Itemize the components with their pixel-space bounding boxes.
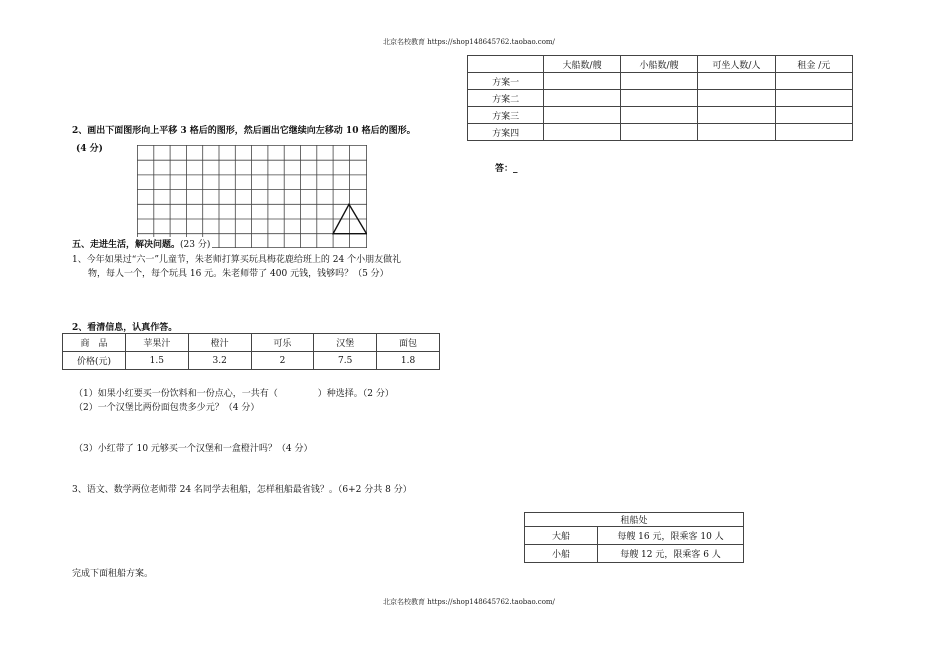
- answer-cell[interactable]: [775, 90, 852, 107]
- price-cola: 2: [251, 352, 314, 370]
- rental-plan-row: [468, 107, 853, 124]
- header-bread: 面包: [377, 334, 440, 352]
- price-table: [62, 333, 440, 370]
- question-3-text: 3、语文、数学两位老师带 24 名同学去租船，怎样租船最省钱？。（6+2 分共 8 分）: [72, 485, 412, 495]
- answer-cell[interactable]: [698, 73, 775, 90]
- shop-title: 租船处: [525, 513, 744, 527]
- grid-question-instruction: 2、画出下面图形向上平移 3 格后的图形，然后画出它继续向左移动 10 格后的图形。: [72, 126, 416, 136]
- price-question-title: 2、看清信息，认真作答。: [72, 323, 178, 333]
- header-capacity: 可坐人数/人: [698, 56, 775, 73]
- answer-cell[interactable]: [620, 124, 697, 141]
- answer-cell[interactable]: [775, 107, 852, 124]
- drawing-grid[interactable]: [137, 145, 367, 248]
- rental-plan-row: [468, 73, 853, 90]
- page-header: 北京名校教育 https://shop148645762.taobao.com/: [383, 38, 555, 46]
- answer-cell[interactable]: [544, 124, 620, 141]
- header-small-boats: 小船数/艘: [620, 56, 697, 73]
- price-row-label: 价格(元): [63, 352, 126, 370]
- question-1-line-1: 1、今年如果过“六一”儿童节，朱老师打算买玩具梅花鹿给班上的 24 个小朋友做礼: [72, 255, 402, 265]
- page-footer: 北京名校教育 https://shop148645762.taobao.com/: [383, 598, 555, 606]
- shop-title-row: [525, 513, 744, 527]
- answer-cell[interactable]: [620, 73, 697, 90]
- header-item: 商 品: [63, 334, 126, 352]
- plan-label: 方案二: [468, 90, 544, 107]
- sub-question-2: （2）一个汉堡比两份面包贵多少元？（4 分）: [74, 403, 260, 413]
- header-cola: 可乐: [251, 334, 314, 352]
- answer-cell[interactable]: [698, 107, 775, 124]
- rental-plan-row: [468, 90, 853, 107]
- sub-question-1: [74, 386, 394, 399]
- question-1-line-2: 物，每人一个，每个玩具 16 元。朱老师带了 400 元钱，钱够吗？（5 分）: [88, 269, 389, 279]
- price-apple-juice: 1.5: [125, 352, 188, 370]
- sub-question-1-before: （1）如果小红要买一份饮料和一份点心，一共有（: [74, 389, 278, 399]
- answer-cell[interactable]: [775, 124, 852, 141]
- header-orange-juice: 橙汁: [188, 334, 251, 352]
- answer-cell[interactable]: [544, 73, 620, 90]
- plan-label: 方案一: [468, 73, 544, 90]
- shop-big-boat-name: 大船: [525, 527, 598, 545]
- shop-row-small-boat: [525, 545, 744, 563]
- answer-label: 答：_: [495, 164, 518, 174]
- answer-cell[interactable]: [775, 73, 852, 90]
- plan-label: 方案三: [468, 107, 544, 124]
- answer-cell[interactable]: [698, 124, 775, 141]
- price-hamburger: 7.5: [314, 352, 377, 370]
- price-bread: 1.8: [377, 352, 440, 370]
- sub-question-1-after: ）种选择。（2 分）: [317, 389, 394, 399]
- rental-plan-table: [467, 55, 853, 141]
- sub-question-3: （3）小红带了 10 元够买一个汉堡和一盒橙汁吗？（4 分）: [74, 444, 313, 454]
- header-apple-juice: 苹果汁: [125, 334, 188, 352]
- grid-svg: [137, 145, 367, 248]
- shop-row-big-boat: [525, 527, 744, 545]
- boat-rental-shop-table: [524, 512, 744, 563]
- shop-small-boat-name: 小船: [525, 545, 598, 563]
- shop-small-boat-info: 每艘 12 元，限乘客 6 人: [598, 545, 744, 563]
- grid-question-points: (4 分): [76, 144, 103, 154]
- section-five-title-text: 五、走进生活，解决问题。: [72, 240, 181, 250]
- price-table-value-row: [63, 352, 440, 370]
- answer-cell[interactable]: [698, 90, 775, 107]
- price-table-header-row: [63, 334, 440, 352]
- price-orange-juice: 3.2: [188, 352, 251, 370]
- shop-big-boat-info: 每艘 16 元，限乘客 10 人: [598, 527, 744, 545]
- header-big-boats: 大船数/艘: [544, 56, 620, 73]
- grid-lines: [137, 145, 367, 248]
- complete-plan-instruction: 完成下面租船方案。: [72, 569, 154, 579]
- header-rent: 租金 /元: [775, 56, 852, 73]
- answer-cell[interactable]: [544, 107, 620, 124]
- header-hamburger: 汉堡: [314, 334, 377, 352]
- rental-plan-corner: [468, 56, 544, 73]
- section-five-points: (23 分): [180, 240, 211, 250]
- rental-plan-header-row: [468, 56, 853, 73]
- answer-cell[interactable]: [620, 90, 697, 107]
- section-five-title: [72, 237, 212, 250]
- answer-cell[interactable]: [544, 90, 620, 107]
- rental-plan-row: [468, 124, 853, 141]
- answer-cell[interactable]: [620, 107, 697, 124]
- plan-label: 方案四: [468, 124, 544, 141]
